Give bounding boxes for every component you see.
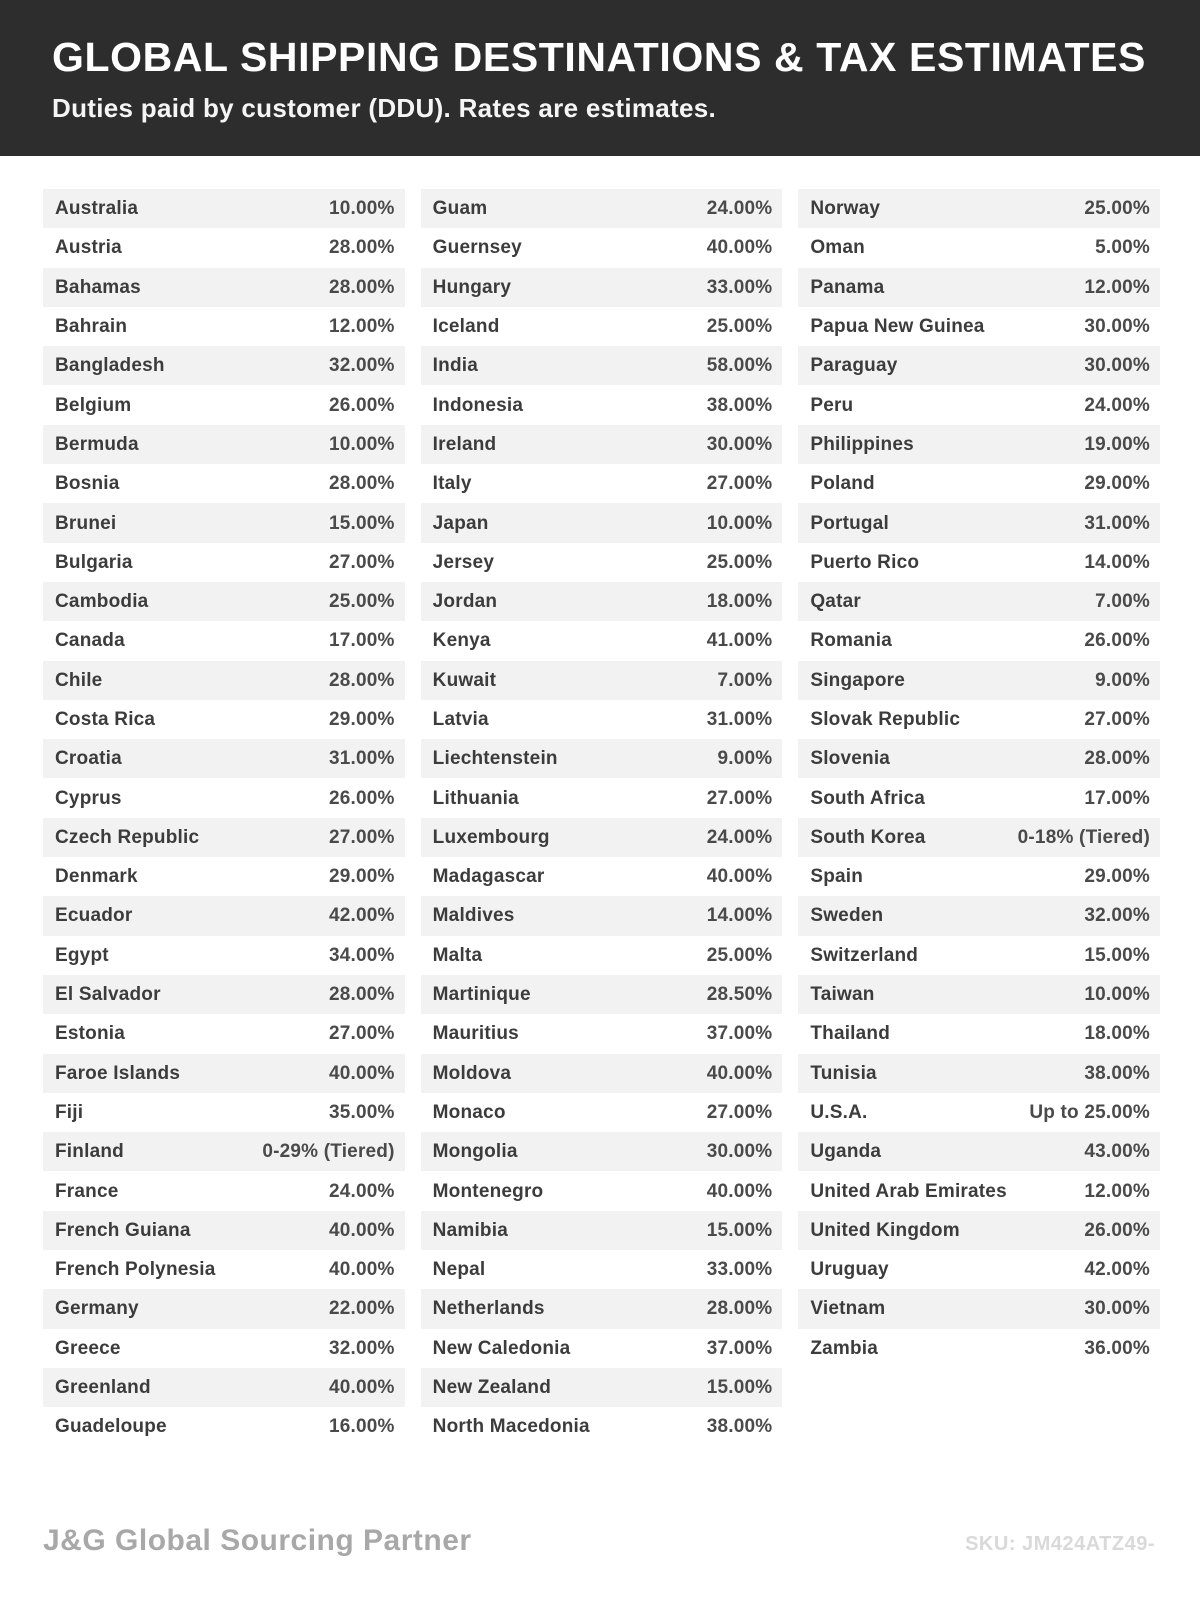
- tax-rate: 40.00%: [706, 1180, 773, 1202]
- tax-rate: 25.00%: [1084, 198, 1150, 220]
- country-name: Jordan: [432, 591, 498, 613]
- tax-rate: 15.00%: [706, 1377, 773, 1399]
- rate-row: [421, 621, 783, 660]
- tax-rate: 26.00%: [329, 787, 395, 809]
- country-name: Fiji: [55, 1101, 84, 1123]
- country-name: Jersey: [432, 551, 495, 573]
- tax-rate: 40.00%: [329, 1219, 395, 1241]
- page-subtitle: Duties paid by customer (DDU). Rates are estimates.: [52, 93, 717, 123]
- rate-row: [421, 778, 783, 817]
- tax-rate: 36.00%: [1084, 1337, 1150, 1359]
- rate-row: [421, 1093, 783, 1132]
- country-name: Luxembourg: [432, 826, 550, 848]
- tax-rate: 27.00%: [329, 1023, 395, 1045]
- country-name: New Caledonia: [432, 1337, 571, 1359]
- tax-rate: 25.00%: [706, 551, 773, 573]
- rate-row: [43, 1014, 405, 1053]
- tax-rate: 16.00%: [329, 1416, 395, 1438]
- country-name: Denmark: [55, 866, 138, 888]
- country-name: Nepal: [432, 1259, 486, 1281]
- tax-rate: 29.00%: [1084, 473, 1150, 495]
- sku-label: SKU: JM424ATZ49-: [965, 1533, 1155, 1555]
- country-name: Paraguay: [810, 355, 898, 377]
- rate-row: [43, 503, 405, 542]
- rate-row: [421, 1329, 783, 1368]
- rate-row: [43, 975, 405, 1014]
- tax-rate: 43.00%: [1084, 1141, 1150, 1163]
- rate-row: [43, 1368, 405, 1407]
- tax-rate: 7.00%: [717, 669, 773, 691]
- tax-rate: 22.00%: [329, 1298, 395, 1320]
- rate-row: [421, 1014, 783, 1053]
- tax-rate: 29.00%: [329, 866, 395, 888]
- rate-row: [43, 1250, 405, 1289]
- tax-rate: 40.00%: [329, 1259, 395, 1281]
- rate-row: [421, 385, 783, 424]
- tax-rate: 26.00%: [329, 394, 395, 416]
- tax-rate: 30.00%: [706, 1141, 773, 1163]
- rate-row: [43, 543, 405, 582]
- rate-row: [43, 739, 405, 778]
- rate-row: [43, 857, 405, 896]
- rate-row: [798, 975, 1160, 1014]
- rate-row: [798, 1093, 1160, 1132]
- country-name: Iceland: [432, 316, 500, 338]
- rate-row: [421, 464, 783, 503]
- rate-row: [43, 425, 405, 464]
- rate-row: [798, 778, 1160, 817]
- tax-rate: 33.00%: [706, 276, 773, 298]
- country-name: Costa Rica: [55, 709, 156, 730]
- rate-row: [798, 1289, 1160, 1328]
- country-name: Canada: [55, 630, 125, 652]
- tax-rate: 27.00%: [706, 1101, 773, 1123]
- rate-row: [43, 1289, 405, 1328]
- tax-rate: 32.00%: [1084, 905, 1150, 927]
- rate-row: [798, 857, 1160, 896]
- country-name: Finland: [55, 1141, 124, 1163]
- rate-row: [421, 1368, 783, 1407]
- country-name: North Macedonia: [432, 1416, 590, 1438]
- page-footer: [0, 1524, 1200, 1600]
- country-name: Ecuador: [55, 905, 133, 927]
- rate-row: [421, 661, 783, 700]
- country-name: Belgium: [55, 394, 132, 416]
- country-name: Switzerland: [810, 944, 919, 966]
- tax-rate: 35.00%: [329, 1101, 395, 1123]
- rate-row: [798, 700, 1160, 739]
- country-name: Bulgaria: [55, 551, 133, 573]
- country-name: Oman: [810, 237, 865, 259]
- tax-rate: 30.00%: [1084, 316, 1150, 338]
- country-name: Japan: [432, 512, 489, 534]
- rate-row: [798, 346, 1160, 385]
- country-name: Portugal: [810, 512, 889, 534]
- country-name: Sweden: [810, 905, 884, 927]
- country-name: Latvia: [432, 709, 489, 730]
- tax-rate: 7.00%: [1095, 591, 1150, 613]
- rate-row: [798, 425, 1160, 464]
- tax-rate: 30.00%: [1084, 355, 1150, 377]
- tax-rate: 24.00%: [1084, 394, 1150, 416]
- country-name: Taiwan: [810, 984, 875, 1006]
- country-name: Qatar: [810, 591, 861, 613]
- rate-row: [798, 307, 1160, 346]
- country-name: Slovak Republic: [810, 709, 961, 730]
- tax-rate: 30.00%: [706, 433, 773, 455]
- tax-rate: 31.00%: [329, 748, 395, 770]
- rate-row: [798, 661, 1160, 700]
- rate-row: [421, 1171, 783, 1210]
- country-name: Mongolia: [432, 1141, 518, 1163]
- tax-rate: 29.00%: [1084, 866, 1150, 888]
- country-name: Madagascar: [432, 866, 545, 888]
- country-name: Faroe Islands: [55, 1062, 181, 1084]
- rate-row: [421, 1289, 783, 1328]
- rate-row: [43, 582, 405, 621]
- country-name: Cambodia: [55, 591, 149, 613]
- country-name: Liechtenstein: [432, 748, 558, 770]
- tax-rate: 38.00%: [706, 394, 773, 416]
- rate-row: [421, 1211, 783, 1250]
- country-name: French Polynesia: [55, 1259, 216, 1281]
- country-name: Croatia: [55, 748, 122, 770]
- country-name: South Africa: [810, 787, 925, 809]
- rate-row: [43, 307, 405, 346]
- country-name: Indonesia: [432, 394, 524, 416]
- rate-row: [798, 503, 1160, 542]
- tax-rate: 40.00%: [329, 1062, 395, 1084]
- rate-row: [421, 425, 783, 464]
- rate-row: [421, 739, 783, 778]
- country-name: Guadeloupe: [55, 1416, 167, 1438]
- rate-row: [43, 1171, 405, 1210]
- country-name: South Korea: [810, 826, 926, 848]
- rate-row: [798, 189, 1160, 228]
- rate-row: [43, 1407, 405, 1446]
- rate-row: [43, 1132, 405, 1171]
- country-name: Uganda: [810, 1141, 882, 1163]
- country-name: El Salvador: [55, 984, 161, 1006]
- rate-row: [43, 1329, 405, 1368]
- country-name: Austria: [55, 237, 122, 259]
- rate-row: [421, 818, 783, 857]
- rate-row: [798, 543, 1160, 582]
- country-name: Brunei: [55, 512, 117, 534]
- rate-row: [43, 896, 405, 935]
- rates-column-3: [798, 189, 1160, 1368]
- country-name: Italy: [432, 473, 472, 495]
- tax-rate: 28.00%: [329, 237, 395, 259]
- country-name: Greenland: [55, 1377, 151, 1399]
- country-name: United Arab Emirates: [810, 1180, 1007, 1202]
- tax-rate: 32.00%: [329, 355, 395, 377]
- rate-row: [43, 385, 405, 424]
- tax-rate: Up to 25.00%: [1029, 1101, 1150, 1123]
- tax-rate: 30.00%: [1084, 1298, 1150, 1320]
- page-title: GLOBAL SHIPPING DESTINATIONS & TAX ESTIMATES: [52, 34, 1146, 80]
- country-name: Estonia: [55, 1023, 126, 1045]
- tax-rate: 32.00%: [329, 1337, 395, 1359]
- rate-row: [798, 1054, 1160, 1093]
- tax-rate: 27.00%: [706, 787, 773, 809]
- country-name: Puerto Rico: [810, 551, 920, 573]
- rate-row: [43, 1211, 405, 1250]
- tax-rate: 34.00%: [329, 944, 395, 966]
- rate-row: [421, 975, 783, 1014]
- country-name: Thailand: [810, 1023, 891, 1045]
- tax-rate: 38.00%: [706, 1416, 773, 1438]
- rate-row: [421, 307, 783, 346]
- rate-row: [421, 582, 783, 621]
- country-name: Kenya: [432, 630, 491, 652]
- country-name: Slovenia: [810, 748, 891, 770]
- rate-row: [43, 661, 405, 700]
- tax-rate: 19.00%: [1084, 433, 1150, 455]
- tax-rate: 14.00%: [1084, 551, 1150, 573]
- country-name: French Guiana: [55, 1219, 191, 1241]
- country-name: Hungary: [432, 276, 512, 298]
- rate-row: [798, 385, 1160, 424]
- tax-rate: 25.00%: [706, 316, 773, 338]
- rate-row: [421, 346, 783, 385]
- tax-rate: 28.50%: [706, 984, 773, 1006]
- country-name: Bahrain: [55, 316, 128, 338]
- rate-row: [421, 1250, 783, 1289]
- tax-rate: 27.00%: [1084, 709, 1150, 730]
- country-name: Bosnia: [55, 473, 120, 495]
- rate-row: [43, 700, 405, 739]
- tax-rate: 40.00%: [706, 866, 773, 888]
- country-name: U.S.A.: [810, 1101, 868, 1123]
- country-name: France: [55, 1180, 119, 1202]
- rate-row: [43, 936, 405, 975]
- country-name: Uruguay: [810, 1259, 889, 1281]
- rate-row: [421, 936, 783, 975]
- rate-row: [421, 543, 783, 582]
- country-name: Germany: [55, 1298, 139, 1320]
- rate-row: [798, 1211, 1160, 1250]
- country-name: Vietnam: [810, 1298, 886, 1320]
- tax-rate: 26.00%: [1084, 630, 1150, 652]
- tax-rate: 24.00%: [329, 1180, 395, 1202]
- country-name: Papua New Guinea: [810, 316, 985, 338]
- country-name: Malta: [432, 944, 483, 966]
- tax-rate: 28.00%: [1084, 748, 1150, 770]
- tax-rate: 24.00%: [706, 198, 773, 220]
- rate-row: [43, 818, 405, 857]
- tax-rate: 26.00%: [1084, 1219, 1150, 1241]
- rate-row: [421, 228, 783, 267]
- rate-row: [43, 268, 405, 307]
- tax-rate: 33.00%: [706, 1259, 773, 1281]
- tax-rate: 40.00%: [706, 237, 773, 259]
- country-name: New Zealand: [432, 1377, 551, 1399]
- country-name: Poland: [810, 473, 875, 495]
- rate-row: [798, 621, 1160, 660]
- rate-row: [43, 778, 405, 817]
- country-name: Namibia: [432, 1219, 508, 1241]
- tax-rate: 58.00%: [706, 355, 773, 377]
- rate-row: [798, 228, 1160, 267]
- rate-row: [798, 268, 1160, 307]
- tax-rate: 27.00%: [329, 826, 395, 848]
- rate-row: [798, 582, 1160, 621]
- rate-row: [43, 464, 405, 503]
- rate-row: [421, 1054, 783, 1093]
- rate-row: [798, 1171, 1160, 1210]
- tax-rate: 12.00%: [329, 316, 395, 338]
- rate-row: [798, 936, 1160, 975]
- rate-row: [43, 228, 405, 267]
- rate-row: [798, 1014, 1160, 1053]
- tax-rate: 15.00%: [329, 512, 395, 534]
- country-name: Moldova: [432, 1062, 512, 1084]
- tax-rate: 40.00%: [329, 1377, 395, 1399]
- rate-row: [43, 1054, 405, 1093]
- country-name: Guam: [432, 198, 488, 220]
- country-name: Cyprus: [55, 787, 122, 809]
- tax-rate: 28.00%: [329, 276, 395, 298]
- tax-rate: 27.00%: [706, 473, 773, 495]
- tax-rate: 17.00%: [1084, 787, 1150, 809]
- tax-rate: 42.00%: [1084, 1259, 1150, 1281]
- country-name: Netherlands: [432, 1298, 545, 1320]
- country-name: Martinique: [432, 984, 531, 1006]
- rate-row: [421, 1407, 783, 1446]
- country-name: Monaco: [432, 1101, 506, 1123]
- tax-rate: 17.00%: [329, 630, 395, 652]
- tax-rate: 37.00%: [706, 1023, 773, 1045]
- country-name: Chile: [55, 669, 103, 691]
- tax-rate: 28.00%: [706, 1298, 773, 1320]
- tax-rate: 10.00%: [329, 433, 395, 455]
- rates-column-1: [43, 189, 405, 1447]
- rate-row: [43, 621, 405, 660]
- tax-rate: 14.00%: [706, 905, 773, 927]
- country-name: Montenegro: [432, 1180, 544, 1202]
- rate-row: [43, 346, 405, 385]
- country-name: Maldives: [432, 905, 515, 927]
- tax-rate: 28.00%: [329, 984, 395, 1006]
- rate-row: [798, 1132, 1160, 1171]
- country-name: Panama: [810, 276, 885, 298]
- rate-row: [43, 1093, 405, 1132]
- country-name: Lithuania: [432, 787, 519, 809]
- country-name: Romania: [810, 630, 892, 652]
- rate-row: [798, 818, 1160, 857]
- tax-rate: 38.00%: [1084, 1062, 1150, 1084]
- country-name: Philippines: [810, 433, 914, 455]
- rate-row: [421, 268, 783, 307]
- rate-row: [798, 1250, 1160, 1289]
- tax-rate: 18.00%: [1084, 1023, 1150, 1045]
- country-name: Bermuda: [55, 433, 139, 455]
- tax-rate: 10.00%: [706, 512, 773, 534]
- country-name: Bahamas: [55, 276, 141, 298]
- tax-rate: 0-29% (Tiered): [262, 1141, 395, 1163]
- tax-rate: 12.00%: [1084, 1180, 1150, 1202]
- tax-rate: 40.00%: [706, 1062, 773, 1084]
- tax-rate: 9.00%: [1095, 669, 1150, 691]
- tax-rate: 25.00%: [706, 944, 773, 966]
- rate-row: [798, 464, 1160, 503]
- tax-rate: 15.00%: [1084, 944, 1150, 966]
- brand-name: J&G Global Sourcing Partner: [43, 1524, 472, 1557]
- tax-rate: 42.00%: [329, 905, 395, 927]
- country-name: Peru: [810, 394, 854, 416]
- country-name: Czech Republic: [55, 826, 200, 848]
- country-name: Spain: [810, 866, 864, 888]
- tax-rate: 10.00%: [329, 198, 395, 220]
- rate-row: [798, 1329, 1160, 1368]
- rate-row: [421, 857, 783, 896]
- rate-row: [421, 503, 783, 542]
- tax-rate: 29.00%: [329, 709, 395, 730]
- tax-rate: 31.00%: [706, 709, 773, 730]
- tax-rate: 9.00%: [717, 748, 773, 770]
- tax-rate: 25.00%: [329, 591, 395, 613]
- tax-rate: 31.00%: [1084, 512, 1150, 534]
- tax-rates-table: [0, 156, 1200, 1447]
- tax-rate: 24.00%: [706, 826, 773, 848]
- country-name: Zambia: [810, 1337, 879, 1359]
- rate-row: [798, 739, 1160, 778]
- country-name: Tunisia: [810, 1062, 877, 1084]
- tax-rate: 18.00%: [706, 591, 773, 613]
- tax-rate: 28.00%: [329, 473, 395, 495]
- country-name: Norway: [810, 198, 881, 220]
- tax-rate: 37.00%: [706, 1337, 773, 1359]
- tax-rate: 41.00%: [706, 630, 773, 652]
- rate-row: [798, 896, 1160, 935]
- tax-rate: 5.00%: [1095, 237, 1150, 259]
- tax-rate: 0-18% (Tiered): [1017, 826, 1150, 848]
- page-header: [0, 0, 1200, 156]
- rate-row: [43, 189, 405, 228]
- country-name: Mauritius: [432, 1023, 519, 1045]
- rates-column-2: [421, 189, 783, 1447]
- tax-rate: 27.00%: [329, 551, 395, 573]
- country-name: Bangladesh: [55, 355, 165, 377]
- country-name: India: [432, 355, 478, 377]
- country-name: Kuwait: [432, 669, 497, 691]
- rate-row: [421, 189, 783, 228]
- country-name: Guernsey: [432, 237, 522, 259]
- tax-rate: 28.00%: [329, 669, 395, 691]
- country-name: Greece: [55, 1337, 121, 1359]
- rate-row: [421, 700, 783, 739]
- country-name: Singapore: [810, 669, 906, 691]
- country-name: Australia: [55, 198, 139, 220]
- tax-rate: 12.00%: [1084, 276, 1150, 298]
- rate-row: [421, 1132, 783, 1171]
- tax-rate: 10.00%: [1084, 984, 1150, 1006]
- country-name: Ireland: [432, 433, 497, 455]
- rate-row: [421, 896, 783, 935]
- country-name: Egypt: [55, 944, 109, 966]
- tax-rate: 15.00%: [706, 1219, 773, 1241]
- country-name: United Kingdom: [810, 1219, 960, 1241]
